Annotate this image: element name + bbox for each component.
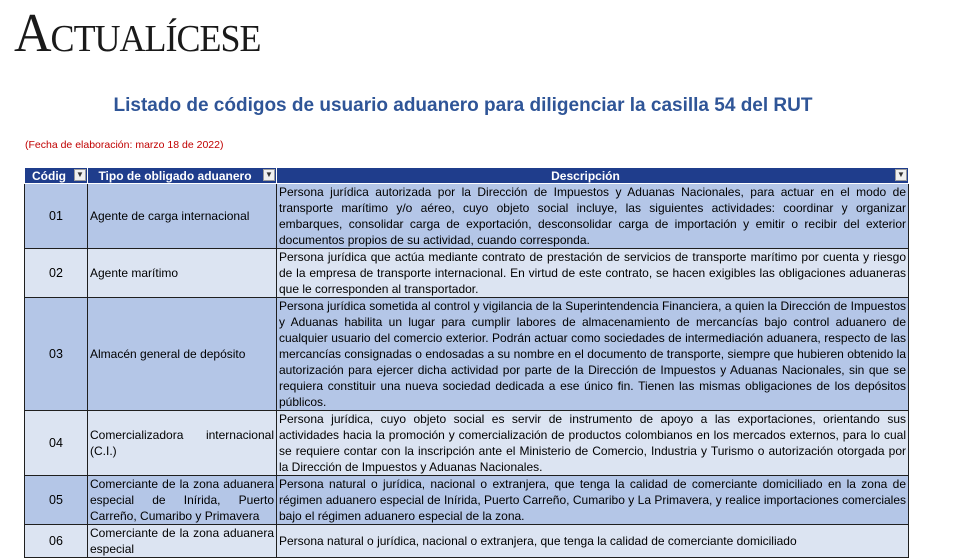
table-row <box>25 411 909 476</box>
column-header-tipo-label: Tipo de obligado aduanero <box>98 168 252 183</box>
code-cell[interactable]: 04 <box>25 411 88 476</box>
elaboration-date: (Fecha de elaboración: marzo 18 de 2022) <box>25 139 224 151</box>
page-title: Listado de códigos de usuario aduanero para diligenciar la casilla 54 del RUT <box>113 95 813 116</box>
filter-dropdown-icon[interactable]: ▼ <box>895 169 907 181</box>
table-row <box>25 298 909 411</box>
column-header-descripcion[interactable] <box>277 168 909 184</box>
actualicese-logo: Actualícese <box>14 3 261 64</box>
code-cell[interactable]: 03 <box>25 298 88 411</box>
table-row <box>25 184 909 249</box>
table-row <box>25 525 909 558</box>
table-header-row <box>25 168 909 184</box>
column-header-codigo-label: Códig <box>32 168 66 183</box>
tipo-cell[interactable]: Comercializadora internacional (C.I.) <box>88 411 277 476</box>
tipo-cell[interactable]: Agente marítimo <box>88 249 277 298</box>
code-cell[interactable]: 05 <box>25 476 88 525</box>
tipo-cell[interactable]: Comerciante de la zona aduanera especial de Inírida, Puerto Carreño, Cumaribo y Primavera <box>88 476 277 525</box>
tipo-cell[interactable]: Comerciante de la zona aduanera especial <box>88 525 277 558</box>
tipo-cell[interactable]: Agente de carga internacional <box>88 184 277 249</box>
column-header-tipo[interactable] <box>88 168 277 184</box>
code-cell[interactable]: 02 <box>25 249 88 298</box>
description-cell[interactable]: Persona jurídica sometida al control y vigilancia de la Superintendencia Financiera, a quien la Dirección de Impuestos y Aduanas habilita un lugar para cumplir labores de almacenamiento de mercancías bajo control aduanero de cualquier usuario del comercio exterior. Podrán actuar como sociedades de intermediación aduanera, respecto de las mercancías consignadas o endosadas a su nombre en el documento de transporte, siempre que hubieren obtenido la autorización para ejercer dicha actividad por parte de la Dirección de Impuestos y Aduanas Nacionales, sin que se requiera constituir una nueva sociedad dedicada a ese único fin. Tienen las mismas obligaciones de los depósitos públicos. <box>277 298 909 411</box>
description-cell[interactable]: Persona natural o jurídica, nacional o extranjera, que tenga la calidad de comerciante domiciliado <box>277 525 909 558</box>
description-cell[interactable]: Persona jurídica autorizada por la Dirección de Impuestos y Aduanas Nacionales, para actuar en el modo de transporte marítimo y/o aéreo, cuyo objeto social incluye, las siguientes actividades: coordinar y organizar embarques, consolidar carga de exportación, desconsolidar carga de importación y emitir o recibir del exterior documentos propios de su actividad, cuando corresponda. <box>277 184 909 249</box>
table-row <box>25 476 909 525</box>
description-cell[interactable]: Persona natural o jurídica, nacional o extranjera, que tenga la calidad de comerciante domiciliado en la zona de régimen aduanero especial de Inírida, Puerto Carreño, Cumaribo y La Primavera, y realice importaciones comerciales bajo el régimen aduanero especial de la zona. <box>277 476 909 525</box>
description-cell[interactable]: Persona jurídica, cuyo objeto social es servir de instrumento de apoyo a las exportaciones, orientando sus actividades hacia la promoción y comercialización de productos colombianos en los mercados externos, para lo cual se requiere contar con la inscripción ante el Ministerio de Comercio, Industria y Turismo o autorización otorgada por la Dirección de Impuestos y Aduanas Nacionales. <box>277 411 909 476</box>
filter-dropdown-icon[interactable]: ▼ <box>263 169 275 181</box>
column-header-codigo[interactable] <box>25 168 88 184</box>
filter-dropdown-icon[interactable]: ▼ <box>74 169 86 181</box>
table-row <box>25 249 909 298</box>
codes-table <box>24 167 909 558</box>
description-cell[interactable]: Persona jurídica que actúa mediante contrato de prestación de servicios de transporte marítimo por cuenta y riesgo de la empresa de transporte internacional. En virtud de este contrato, se hacen exigibles las obligaciones aduaneras que le corresponden al transportador. <box>277 249 909 298</box>
tipo-cell[interactable]: Almacén general de depósito <box>88 298 277 411</box>
code-cell[interactable]: 06 <box>25 525 88 558</box>
column-header-descripcion-label: Descripción <box>551 168 620 183</box>
code-cell[interactable]: 01 <box>25 184 88 249</box>
